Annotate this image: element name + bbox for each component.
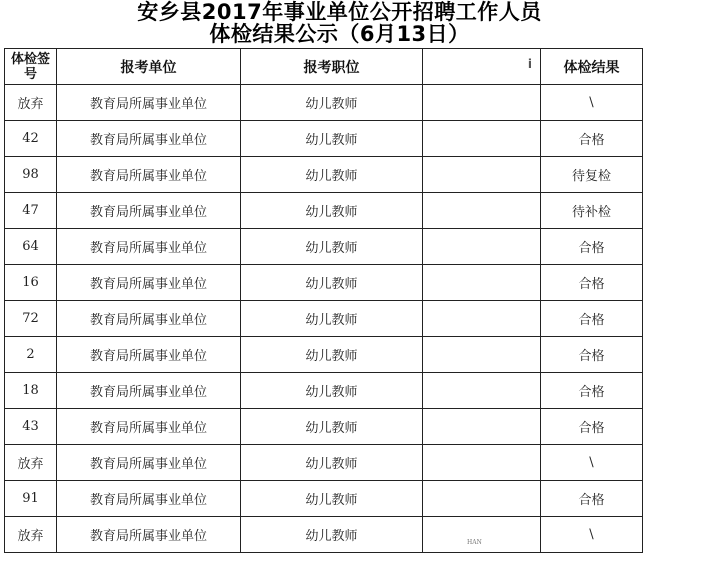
cell-position: 幼儿教师 xyxy=(241,193,423,229)
table-row xyxy=(5,121,643,157)
table-row xyxy=(5,193,643,229)
cell-result: 合格 xyxy=(541,481,643,517)
cell-redacted xyxy=(423,193,541,229)
table-row xyxy=(5,85,643,121)
cell-unit: 教育局所属事业单位 xyxy=(57,193,241,229)
header-unit: 报考单位 xyxy=(57,49,241,85)
cell-redacted xyxy=(423,265,541,301)
table-row xyxy=(5,373,643,409)
cell-redacted xyxy=(423,157,541,193)
header-position: 报考职位 xyxy=(241,49,423,85)
cell-result: 合格 xyxy=(541,229,643,265)
cell-position: 幼儿教师 xyxy=(241,481,423,517)
header-result: 体检结果 xyxy=(541,49,643,85)
cell-number: 72 xyxy=(5,301,57,337)
cell-number: 42 xyxy=(5,121,57,157)
cell-unit: 教育局所属事业单位 xyxy=(57,337,241,373)
header-number: 体检签号 xyxy=(5,49,57,85)
cell-position: 幼儿教师 xyxy=(241,301,423,337)
cell-unit: 教育局所属事业单位 xyxy=(57,481,241,517)
cell-position: 幼儿教师 xyxy=(241,157,423,193)
cell-number: 放弃 xyxy=(5,85,57,121)
cell-redacted xyxy=(423,517,541,553)
cell-unit: 教育局所属事业单位 xyxy=(57,445,241,481)
cell-result: 合格 xyxy=(541,409,643,445)
table-row xyxy=(5,481,643,517)
small-mark: HAN xyxy=(467,539,482,546)
cell-unit: 教育局所属事业单位 xyxy=(57,517,241,553)
cell-number: 64 xyxy=(5,229,57,265)
cell-unit: 教育局所属事业单位 xyxy=(57,121,241,157)
cell-number: 91 xyxy=(5,481,57,517)
cell-number: 47 xyxy=(5,193,57,229)
cell-position: 幼儿教师 xyxy=(241,121,423,157)
cell-result: 合格 xyxy=(541,373,643,409)
table-row xyxy=(5,517,643,553)
cell-position: 幼儿教师 xyxy=(241,265,423,301)
cell-number: 18 xyxy=(5,373,57,409)
cell-unit: 教育局所属事业单位 xyxy=(57,229,241,265)
cell-unit: 教育局所属事业单位 xyxy=(57,85,241,121)
cell-redacted xyxy=(423,409,541,445)
cell-number: 98 xyxy=(5,157,57,193)
cell-number: 43 xyxy=(5,409,57,445)
cell-number: 16 xyxy=(5,265,57,301)
cell-redacted xyxy=(423,229,541,265)
document-subtitle: 体检结果公示（6月13日） xyxy=(209,22,470,46)
cell-position: 幼儿教师 xyxy=(241,229,423,265)
table-header-row xyxy=(5,49,643,85)
table-row xyxy=(5,337,643,373)
cell-unit: 教育局所属事业单位 xyxy=(57,301,241,337)
cell-result: 合格 xyxy=(541,265,643,301)
cell-position: 幼儿教师 xyxy=(241,409,423,445)
table-row xyxy=(5,157,643,193)
document-title: 安乡县2017年事业单位公开招聘工作人员 xyxy=(137,0,542,24)
cell-redacted xyxy=(423,445,541,481)
table-row xyxy=(5,301,643,337)
cell-unit: 教育局所属事业单位 xyxy=(57,157,241,193)
table-row xyxy=(5,265,643,301)
cell-number: 2 xyxy=(5,337,57,373)
cell-redacted xyxy=(423,301,541,337)
cell-redacted xyxy=(423,85,541,121)
cell-result: 合格 xyxy=(541,301,643,337)
cell-result: 合格 xyxy=(541,337,643,373)
cell-position: 幼儿教师 xyxy=(241,373,423,409)
cell-result: 待补检 xyxy=(541,193,643,229)
header-redacted xyxy=(423,49,541,85)
cell-redacted xyxy=(423,481,541,517)
cell-number: 放弃 xyxy=(5,517,57,553)
cell-unit: 教育局所属事业单位 xyxy=(57,265,241,301)
results-table xyxy=(4,48,643,553)
cell-position: 幼儿教师 xyxy=(241,445,423,481)
cell-redacted xyxy=(423,121,541,157)
cell-unit: 教育局所属事业单位 xyxy=(57,409,241,445)
table-row xyxy=(5,229,643,265)
cell-redacted xyxy=(423,337,541,373)
cell-position: 幼儿教师 xyxy=(241,517,423,553)
header-fragment: i xyxy=(527,57,532,71)
cell-unit: 教育局所属事业单位 xyxy=(57,373,241,409)
cell-result: \ xyxy=(541,445,643,481)
cell-number: 放弃 xyxy=(5,445,57,481)
table-row xyxy=(5,409,643,445)
cell-result: 待复检 xyxy=(541,157,643,193)
table-row xyxy=(5,445,643,481)
cell-position: 幼儿教师 xyxy=(241,85,423,121)
cell-redacted xyxy=(423,373,541,409)
cell-result: 合格 xyxy=(541,121,643,157)
cell-position: 幼儿教师 xyxy=(241,337,423,373)
cell-result: \ xyxy=(541,517,643,553)
cell-result: \ xyxy=(541,85,643,121)
